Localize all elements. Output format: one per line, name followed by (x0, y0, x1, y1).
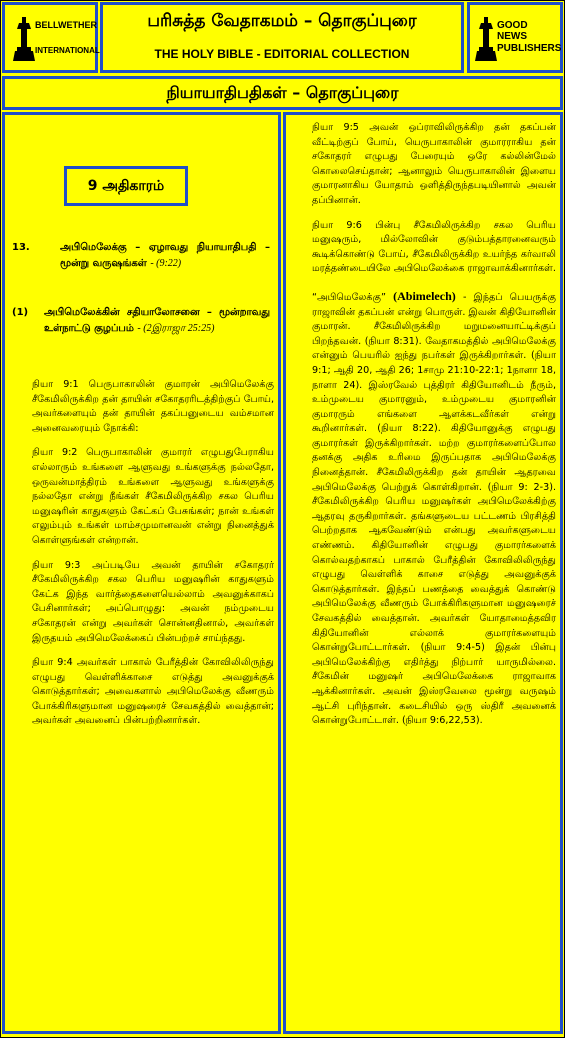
heading-13 (60, 240, 270, 272)
lamp-icon (13, 17, 35, 61)
title-english: THE HOLY BIBLE - EDITORIAL COLLECTION (154, 47, 410, 61)
chapter-label: 9 அதிகாரம் (64, 166, 188, 206)
verse-paragraph: நியா 9:5 அவன் ஒப்ராவிலிருக்கிற தன் தகப்பன் வீட்டிற்குப் போய், யெருபாகாலின் குமாரராகிய தன் சகோதரர் எழுபது பேரையும் ஒரே கல்லின்மேல் கொலைசெய்தான்; ஆனாலும் யெருபாகாலின் இளைய குமாரனாகிய யோதாம் ஒளித்திருந்தபடியினால் அவன் தப்பினான். (312, 122, 556, 206)
verse-paragraph: நியா 9:6 பின்பு சீகேமிலிருக்கிற சகல பெரிய மனுஷரும், மில்லோவின் குடும்பத்தாரனைவரும் கூடிக்கொண்டு போய், சீகேமிலிருக்கிற உயர்ந்த கர்வாலி மரத்தண்டையிலே அபிமெலேக்கை ராஜாவாக்கினார்கள். (312, 219, 556, 275)
abimelech-note (312, 289, 556, 729)
abimelech-english: (Abimelech) (393, 288, 456, 303)
good-news-logo (467, 2, 563, 73)
heading-1-text: அபிமெலேக்கின் சதியாலோசனை – மூன்றாவது உள்நாட்டு குழப்பம் (44, 307, 270, 334)
heading-13-text: அபிமெலேக்கு – ஏழாவது நியாயாதிபதி – மூன்று வருஷங்கள் (60, 242, 270, 269)
heading-1 (44, 305, 270, 337)
logo-right-line1: GOOD NEWS (497, 20, 528, 42)
right-text (312, 121, 556, 729)
verse-paragraph: நியா 9:1 பெருபாகாலின் குமாரன் அபிமெலேக்கு சீகேமிலிருக்கிற தன் தாயின் சகோதரரிடத்திற்குப் போய், அவர்களையும் தன் தாயின் தகப்பனுடைய வம்சமான அனைவரையும் நோக்கி: (32, 379, 274, 434)
verse-paragraph: நியா 9:3 அப்படியே அவன் தாயின் சகோதரர் சீகேமிலிருக்கிற சகல பெரிய மனுஷரின் காதுகளும் கேட்க இந்த வார்த்தைகளையெல்லாம் அவனுக்காகப் பேசினார்கள்; அப்பொழுது: அவன் நம்முடைய சகோதரன் என்று அவர்கள் சொன்னதினால், அவர்கள் இருதயம் அபிமெலேக்கைப் பின்பற்றச் சாய்ந்தது. (32, 559, 274, 644)
abimelech-lead: “அபிமெலேக்கு” (312, 291, 386, 303)
abimelech-body: - இந்தப் பெயருக்கு ராஜாவின் தகப்பன் என்று பொருள். இவன் கிதியோனின் குமாரன். சீகேமிலிருக்கிற மறுமனையாட்டிக்குப் பிறந்தவன். (நியா 8:31). வேதாகமத்தில் அபிமெலேக்கு என்னும் பெயரில் ஐந்து நபர்கள் இருக்கிறார்கள். (நியா 9:1; ஆதி 20, ஆதி 26; 1சாமு 21:10-22:1; 1நாளா 18, நாளா 24). இஸ்ரவேல் புத்திரர் கிதியோனிடம் நீரும், உம்முடைய குமாரனும், உம்முடைய குமாரனின் குமாரரும் எங்களை ஆளக்கடவீர்கள் என்று கூறினார்கள். (நியா 8:22). கிதியோனுக்கு எழுபது குமாரர்கள் இருக்கிறார்கள். மற்ற குமாரர்களைப்போல தனக்கு அதிக உரிமை இருப்பதாக அபிமெலேக்கு நினைத்தான். சீகேமிலிருக்கிற தன் தாயின் ஆதரவை அபிமெலேக்கு பெற்றுக் கொள்கிறான். (நியா 9: 2-3). சீகேமிலிருக்கிற பெரிய மனுஷர்கள் அபிமெலேக்கிற்கு ஆதரவு தருகிறார்கள். தங்களுடைய பட்டணம் பிரசித்தி பெற்றதாக ஆகவேண்டும் என்பது அவர்களுடைய எண்ணம். கிதியோனின் எழுபது குமாரர்களைக் கொல்வதற்காகப் பாகால் பேரீத்தின் கோவிலிலிருந்து எழுபது வெள்ளிக் காசை எடுத்து அவனுக்குக் கொடுத்தார்கள். இந்தப் பணத்தை வைத்துக் கொண்டு அபிமெலேக்கு வீணரும் போக்கிரிகளுமான மனுஷரைச் சேவகத்தில் வைத்தான். அவர்கள் யோதாமைத்தவிர கிதியோனின் எல்லாக் குமாரர்களையும் கொன்றுபோட்டார்கள். (நியா 9:4-5) இதன் பின்பு அபிமெலேக்கிற்கு எதிர்த்து நிற்பார் யாருமில்லை. சீகேமின் மனுஷர் அபிமெலேக்கை ராஜாவாக ஆக்கினார்கள். அவன் இஸ்ரவேலை மூன்று வருஷம் ஆட்சி புரிந்தான். கடைசியில் ஒரு ஸ்திரீ அவனைக் கொன்றுபோட்டாள். (நியா 9:6,22,53). (312, 291, 556, 727)
heading-13-number: 13. (12, 242, 30, 253)
heading-13-ref: - (9:22) (150, 258, 182, 269)
logo-left-line1: BELLWETHER (35, 20, 97, 30)
logo-left-line2: INTERNATIONAL (35, 46, 100, 55)
heading-1-number: (1) (12, 307, 29, 318)
heading-1-ref: - (2இராஜா 25:25) (137, 323, 215, 334)
left-text (32, 378, 274, 729)
verse-paragraph: நியா 9:2 பெருபாகாலின் குமாரர் எழுபதுபேராகிய எல்லாரும் உங்களை ஆளுவது உங்களுக்கு நல்லதோ, ஒருவன்மாத்திரம் உங்களை ஆளுவது உங்களுக்கு நல்லதோ என்று நீங்கள் சீகேமிலிருக்கிற சகல பெரிய மனுஷரின் காதுகளும் கேட்கப் பேசுங்கள்; நான் உங்கள் எலும்பும் உங்கள் மாம்சமுமானவன் என்று நினைத்துக் கொள்ளுங்கள் என்றான். (32, 447, 274, 546)
bellwether-logo (2, 2, 98, 73)
lamp-icon (475, 17, 497, 61)
section-title: நியாயாதிபதிகள் – தொகுப்புரை (2, 76, 563, 110)
title-tamil: பரிசுத்த வேதாகமம் – தொகுப்புரை (147, 11, 417, 31)
header-title-box (100, 2, 464, 73)
verse-paragraph: நியா 9:4 அவர்கள் பாகால் பேரீத்தின் கோவிலிலிருந்து எழுபது வெள்ளிக்காசை எடுத்து அவனுக்குக் கொடுத்தார்கள்; அவைகளால் அபிமெலேக்கு வீணரும் போக்கிரிகளுமான மனுஷரைச் சேவகத்தில் வைத்தான்; அவர்கள் அவனைப் பின்பற்றினார்கள். (32, 657, 274, 727)
logo-right-line2: PUBLISHERS (497, 43, 562, 54)
